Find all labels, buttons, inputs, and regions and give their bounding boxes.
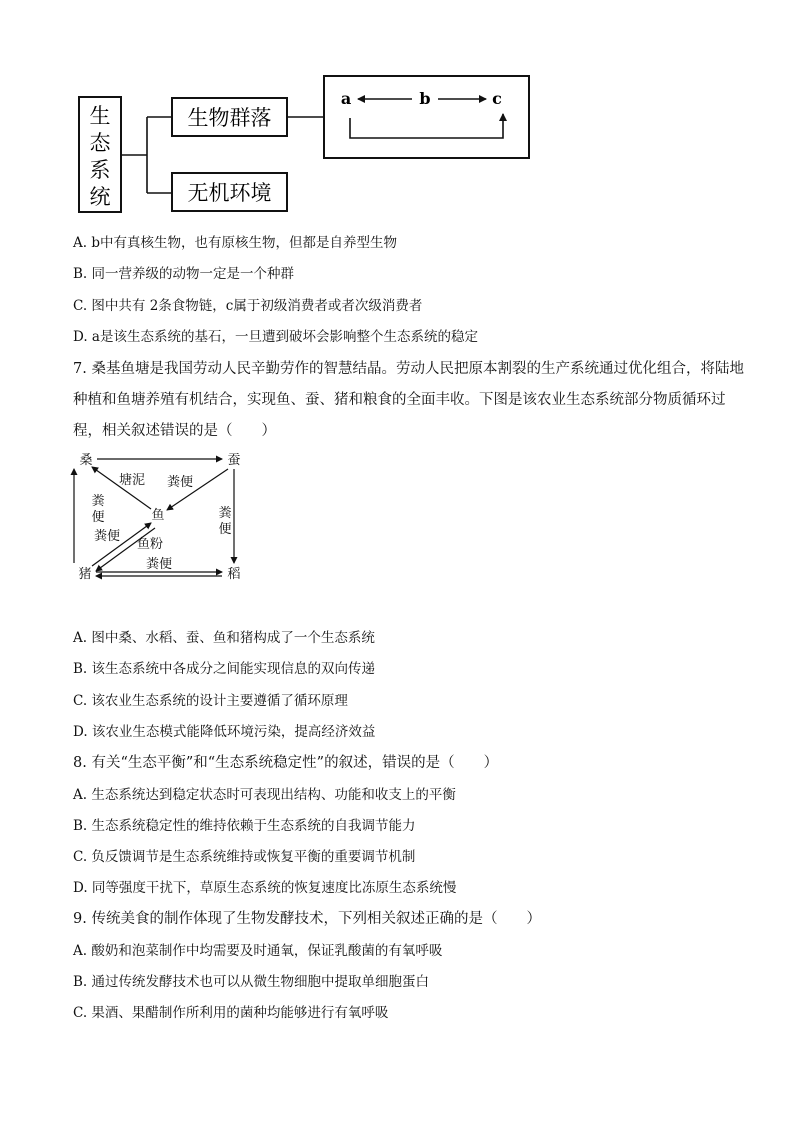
node-silkworm: 蚕	[227, 453, 241, 468]
ecosystem-char-3: 系	[89, 158, 111, 182]
label-fishmeal: 鱼粉	[136, 537, 164, 552]
node-mulberry: 桑	[79, 453, 93, 468]
label-pig-to-fish: 粪便	[93, 529, 121, 544]
label-silk-to-rice-2: 便	[218, 522, 232, 537]
node-rice: 稻	[227, 567, 241, 582]
q7-option-a: A. 图中桑、水稻、蚕、鱼和猪构成了一个生态系统	[73, 630, 375, 646]
q6-option-c: C. 图中共有 2条食物链，c属于初级消费者或者次级消费者	[73, 298, 423, 314]
q6-option-b: B. 同一营养级的动物一定是一个种群	[73, 266, 295, 282]
label-silkworm-manure: 粪便	[166, 475, 194, 490]
node-b: b	[419, 89, 431, 108]
q9-option-c: C. 果酒、果醋制作所利用的菌种均能够进行有氧呼吸	[73, 1005, 389, 1021]
q9-option-a: A. 酸奶和泡菜制作中均需要及时通氧，保证乳酸菌的有氧呼吸	[73, 943, 443, 959]
q8-option-c: C. 负反馈调节是生态系统维持或恢复平衡的重要调节机制	[73, 849, 416, 865]
q8-option-b: B. 生态系统稳定性的维持依赖于生态系统的自我调节能力	[73, 818, 416, 834]
q7-option-d: D. 该农业生态模式能降低环境污染，提高经济效益	[73, 724, 376, 740]
label-pig-manure-vertical-1: 粪	[91, 494, 105, 509]
label-pig-to-rice: 粪便	[145, 557, 173, 572]
q7-stem-line-2: 种植和鱼塘养殖有机结合，实现鱼、蚕、猪和粮食的全面丰收。下图是该农业生态系统部分物质循环过	[73, 392, 726, 408]
arrow-a-to-c	[350, 114, 503, 138]
q8-stem: 8. 有关“生态平衡”和“生态系统稳定性”的叙述，错误的是（ ）	[73, 755, 499, 771]
q6-option-d: D. a是该生态系统的基石，一旦遭到破坏会影响整个生态系统的稳定	[73, 329, 478, 345]
q7-option-b: B. 该生态系统中各成分之间能实现信息的双向传递	[73, 661, 376, 677]
node-pig: 猪	[78, 567, 92, 582]
q7-stem-line-3: 程，相关叙述错误的是（ ）	[73, 423, 276, 439]
q6-option-a: A. b中有真核生物，也有原核生物，但都是自养型生物	[73, 235, 397, 251]
ecosystem-char-4: 统	[89, 185, 111, 209]
ecosystem-char-2: 态	[89, 131, 111, 155]
label-pond-mud: 塘泥	[118, 473, 146, 488]
q7-option-c: C. 该农业生态系统的设计主要遵循了循环原理	[73, 693, 348, 709]
label-pig-manure-vertical-2: 便	[91, 510, 105, 525]
ecosystem-char-1: 生	[89, 104, 111, 128]
q9-stem: 9. 传统美食的制作体现了生物发酵技术，下列相关叙述正确的是（ ）	[73, 911, 541, 927]
community-label: 生物群落	[187, 106, 272, 130]
environment-label: 无机环境	[187, 181, 272, 205]
branch-connector	[121, 117, 172, 193]
node-a: a	[340, 89, 352, 108]
material-cycle-diagram	[60, 445, 260, 585]
q8-option-a: A. 生态系统达到稳定状态时可表现出结构、功能和收支上的平衡	[73, 787, 456, 803]
q8-option-d: D. 同等强度干扰下，草原生态系统的恢复速度比冻原生态系统慢	[73, 880, 457, 896]
q7-stem-line-1: 7. 桑基鱼塘是我国劳动人民辛勤劳作的智慧结晶。劳动人民把原本割裂的生产系统通过优化组合，将陆地	[73, 361, 744, 377]
node-fish: 鱼	[151, 508, 165, 523]
label-silk-to-rice-1: 粪	[218, 506, 232, 521]
node-c: c	[492, 89, 502, 108]
q9-option-b: B. 通过传统发酵技术也可以从微生物细胞中提取单细胞蛋白	[73, 974, 430, 990]
ecosystem-diagram	[0, 0, 794, 230]
